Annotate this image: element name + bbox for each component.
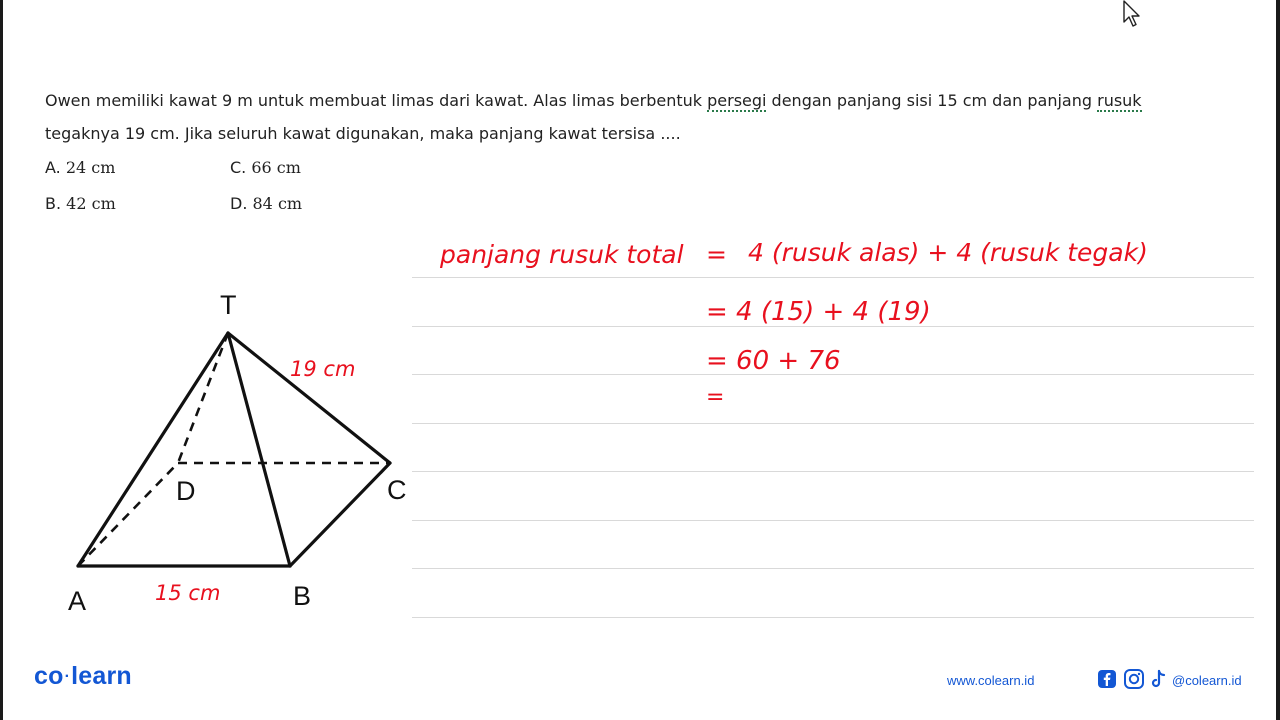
hand-line1-right: 4 (rusuk alas) + 4 (rusuk tegak) [748, 238, 1148, 267]
edge-bc [290, 463, 390, 566]
logo-learn: learn [71, 662, 132, 690]
social-handle[interactable]: @colearn.id [1172, 673, 1242, 688]
facebook-icon[interactable] [1097, 668, 1117, 690]
hand-line4: = [706, 385, 725, 410]
edge-ta [78, 333, 228, 566]
hand-line1-left: panjang rusuk total [440, 240, 684, 269]
term-persegi[interactable]: persegi [707, 91, 767, 110]
option-b-letter: B. [45, 194, 62, 213]
vertex-a-label: A [68, 586, 87, 616]
tiktok-icon[interactable] [1150, 668, 1168, 690]
edge-ad [78, 463, 178, 566]
edge-tc [228, 333, 390, 463]
vertex-b-label: B [293, 581, 312, 611]
hand-line2: = 4 (15) + 4 (19) [706, 297, 931, 327]
option-c-letter: C. [230, 158, 247, 177]
footer-url[interactable]: www.colearn.id [947, 673, 1035, 688]
vertex-d-label: D [176, 476, 196, 506]
colearn-logo[interactable] [34, 662, 132, 691]
option-c-value: 66 cm [251, 158, 301, 177]
question-line2: tegaknya 19 cm. Jika seluruh kawat digunakan, maka panjang kawat tersisa .... [45, 124, 681, 143]
instagram-icon[interactable] [1123, 668, 1145, 690]
option-d-letter: D. [230, 194, 248, 213]
edge-length-label: 19 cm [290, 357, 356, 381]
hand-line3: = 60 + 76 [706, 346, 841, 376]
option-a-value: 24 cm [65, 158, 116, 177]
vertex-c-label: C [387, 475, 407, 505]
edge-tb [228, 333, 290, 566]
question-line1-b: dengan panjang sisi 15 cm dan panjang [766, 91, 1098, 110]
term-rusuk[interactable]: rusuk [1097, 91, 1142, 110]
base-length-label: 15 cm [155, 581, 221, 605]
hand-line1-eq: = [706, 240, 727, 269]
option-a-letter: A. [45, 158, 61, 177]
question-line1-a: Owen memiliki kawat 9 m untuk membuat limas dari kawat. Alas limas berbentuk [45, 91, 708, 110]
option-b-value: 42 cm [66, 194, 116, 213]
logo-dot: · [64, 668, 71, 686]
option-d-value: 84 cm [252, 194, 303, 213]
logo-co: co [34, 662, 64, 690]
vertex-t-label: T [220, 290, 237, 320]
